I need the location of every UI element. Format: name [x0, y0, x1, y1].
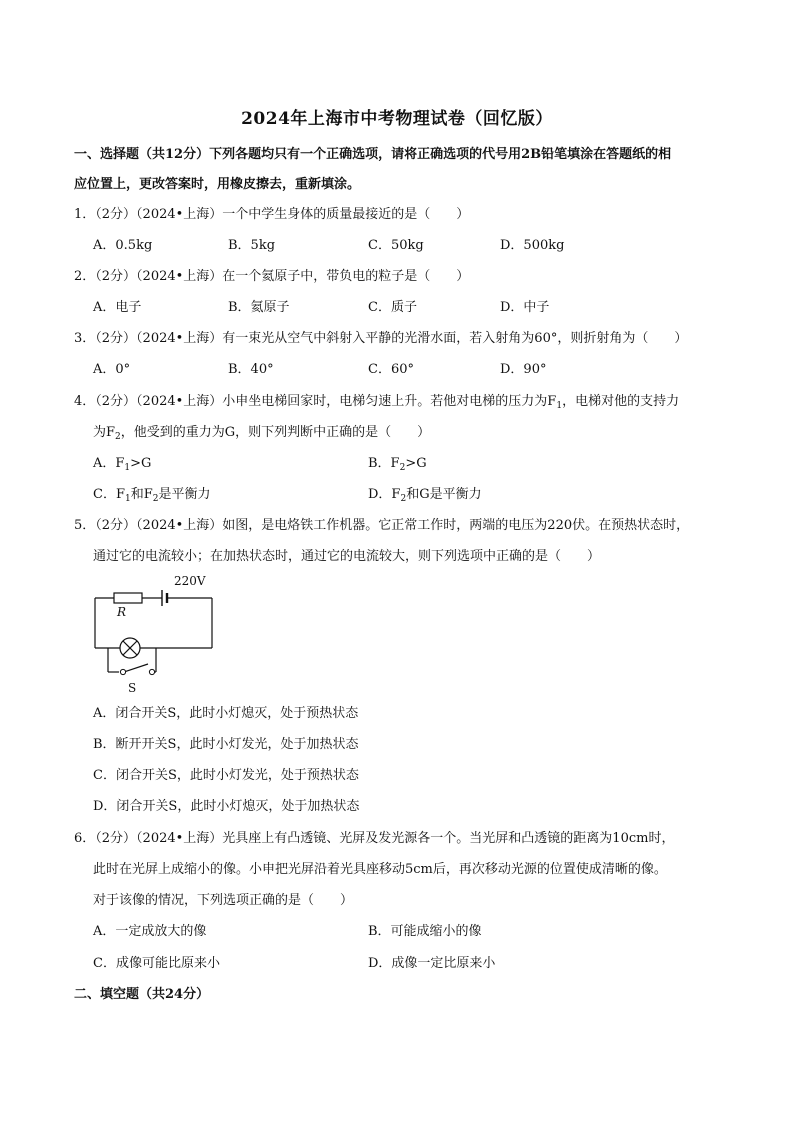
- question-6-option-c: C．成像可能比原来小: [93, 956, 220, 971]
- question-4-option-c: C．$F_1$和$F_2$是平衡力: [93, 487, 211, 504]
- question-3-option-c: C．60°: [368, 362, 414, 377]
- section1-instruction-line1: 一、选择题（共12分）下列各题均只有一个正确选项，请将正确选项的代号用2B铅笔填涂在答题纸的相: [74, 147, 672, 162]
- question-1-option-b: B．5kg: [228, 238, 276, 253]
- section2-heading: 二、填空题（共24分）: [74, 987, 210, 1002]
- resistor-label: R: [117, 605, 127, 619]
- question-5-option-c: C．闭合开关S，此时小灯发光，处于预热状态: [93, 768, 359, 783]
- question-6-stem-line1: 6．（2分）（2024•上海）光具座上有凸透镜、光屏及发光源各一个。当光屏和凸透镜的距离为10cm时，: [74, 831, 675, 846]
- question-5-stem-line2: 通过它的电流较小；在加热状态时，通过它的电流较大，则下列选项中正确的是（ ）: [93, 549, 601, 564]
- resistor-symbol: [114, 593, 142, 603]
- switch-blade: [124, 664, 148, 672]
- question-1-option-c: C．50kg: [368, 238, 424, 253]
- switch-label: S: [128, 681, 137, 695]
- voltage-label: 220V: [174, 574, 206, 588]
- question-4-stem-line1: 4．（2分）（2024•上海）小申坐电梯回家时，电梯匀速上升。若他对电梯的压力为$F_1$，电梯对他的支持力: [74, 394, 680, 411]
- question-4-stem-line2: 为$F_2$，他受到的重力为G，则下列判断中正确的是（ ）: [93, 425, 431, 442]
- page-title: 2024年上海市中考物理试卷（回忆版）: [241, 109, 553, 129]
- question-3-option-d: D．90°: [500, 362, 547, 377]
- circuit-svg: [90, 574, 220, 696]
- question-5-stem-line1: 5．（2分）（2024•上海）如图，是电烙铁工作机器。它正常工作时，两端的电压为220伏。在预热状态时，: [74, 518, 690, 533]
- question-6-option-d: D．成像一定比原来小: [368, 956, 496, 971]
- question-2-option-a: A．电子: [93, 300, 142, 315]
- question-1-option-a: A．0.5kg: [93, 238, 153, 253]
- question-2-stem: 2．（2分）（2024•上海）在一个氦原子中，带负电的粒子是（ ）: [74, 269, 470, 284]
- circuit-diagram: [90, 574, 220, 696]
- question-4-option-b: B．$F_2>G$: [368, 456, 427, 473]
- question-6-stem-line2: 此时在光屏上成缩小的像。小申把光屏沿着光具座移动5cm后，再次移动光源的位置使成清晰的像。: [93, 862, 667, 877]
- question-3-stem: 3．（2分）（2024•上海）有一束光从空气中斜射入平静的光滑水面，若入射角为60°，则折射角为（ ）: [74, 331, 688, 346]
- question-2-option-d: D．中子: [500, 300, 550, 315]
- switch-contact-left: [120, 669, 125, 674]
- question-3-option-a: A．0°: [93, 362, 131, 377]
- question-6-option-a: A．一定成放大的像: [93, 924, 207, 939]
- question-6-option-b: B．可能成缩小的像: [368, 924, 482, 939]
- question-1-option-d: D．500kg: [500, 238, 565, 253]
- question-5-option-b: B．断开开关S，此时小灯发光，处于加热状态: [93, 737, 359, 752]
- question-4-option-a: A．$F_1>G$: [93, 456, 152, 473]
- question-3-option-b: B．40°: [228, 362, 274, 377]
- question-5-option-a: A．闭合开关S，此时小灯熄灭，处于预热状态: [93, 706, 359, 721]
- question-6-stem-line3: 对于该像的情况，下列选项正确的是（ ）: [93, 893, 354, 908]
- question-2-option-c: C．质子: [368, 300, 417, 315]
- question-5-option-d: D．闭合开关S，此时小灯熄灭，处于加热状态: [93, 799, 360, 814]
- question-2-option-b: B．氦原子: [228, 300, 290, 315]
- question-4-option-d: D．$F_2$和G是平衡力: [368, 487, 482, 504]
- section1-instruction-line2: 应位置上，更改答案时，用橡皮擦去，重新填涂。: [74, 177, 361, 192]
- switch-contact-right: [149, 669, 154, 674]
- question-1-stem: 1．（2分）（2024•上海）一个中学生身体的质量最接近的是（ ）: [74, 207, 470, 222]
